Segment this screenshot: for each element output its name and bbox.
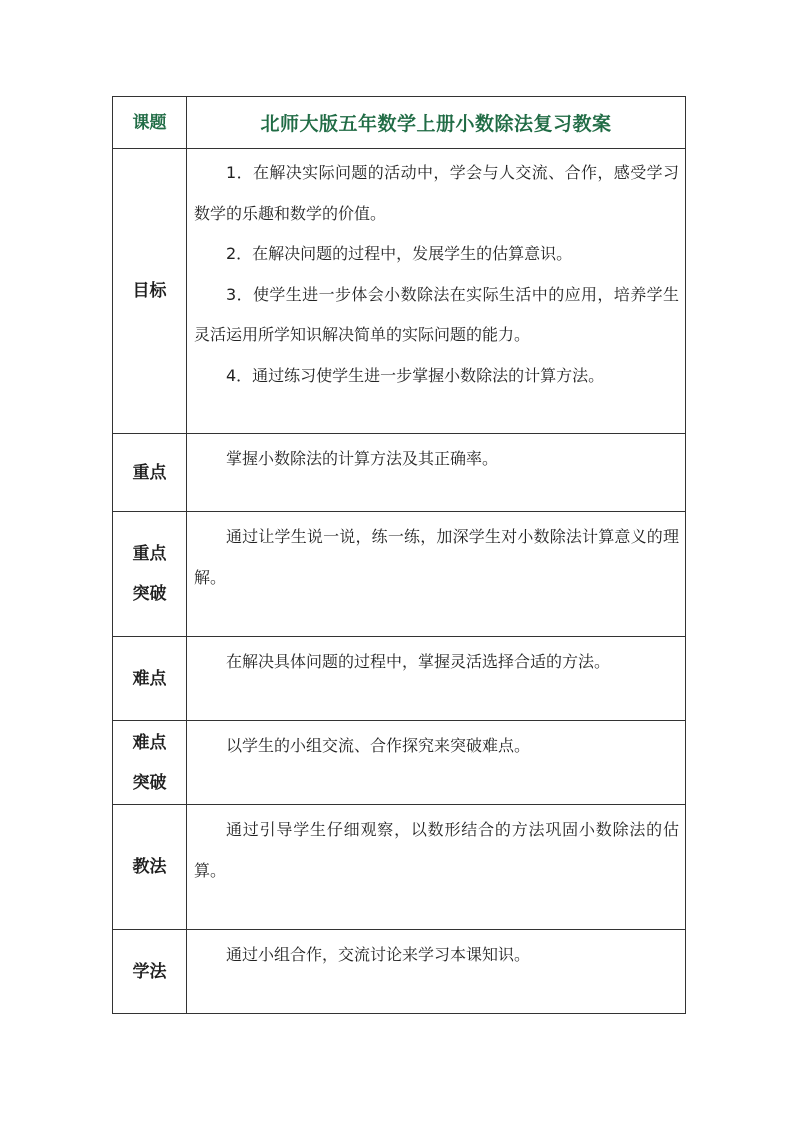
key-point-text: 掌握小数除法的计算方法及其正确率。 — [226, 449, 499, 468]
learning-method-label: 学法 — [113, 930, 187, 1014]
goal-item: 2．在解决问题的过程中，发展学生的估算意识。 — [226, 244, 573, 263]
difficulty-breakthrough-label-line2: 突破 — [132, 772, 167, 793]
table-row-teaching-method — [113, 805, 686, 930]
goal-item: 1．在解决实际问题的活动中，学会与人交流、合作，感受学习数学的乐趣和数学的价值。 — [194, 163, 679, 223]
key-breakthrough-label-line1: 重点 — [132, 544, 167, 564]
difficulty-breakthrough-content — [187, 721, 686, 805]
goals-label: 目标 — [113, 149, 187, 434]
table-row-difficulty — [113, 637, 686, 721]
goal-item: 4．通过练习使学生进一步掌握小数除法的计算方法。 — [226, 365, 605, 385]
goals-content — [187, 149, 686, 434]
key-breakthrough-label — [113, 512, 187, 637]
difficulty-content — [187, 637, 686, 721]
title-label: 课题 — [113, 97, 187, 149]
teaching-method-label: 教法 — [113, 805, 187, 930]
table-row-key-breakthrough — [113, 512, 686, 637]
key-breakthrough-content — [187, 512, 686, 637]
learning-method-content — [187, 930, 686, 1014]
key-point-content — [187, 434, 686, 512]
page-title: 北师大版五年数学上册小数除法复习教案 — [187, 97, 686, 149]
table-row-goals — [113, 149, 686, 434]
table-row-learning-method — [113, 930, 686, 1014]
lesson-plan-table — [112, 96, 686, 1014]
difficulty-breakthrough-label — [113, 721, 187, 805]
teaching-method-content — [187, 805, 686, 930]
table-row-title — [113, 97, 686, 149]
difficulty-text: 在解决具体问题的过程中，掌握灵活选择合适的方法。 — [226, 652, 611, 671]
goal-item: 3．使学生进一步体会小数除法在实际生活中的应用，培养学生灵活运用所学知识解决简单的实际问题的能力。 — [194, 284, 679, 344]
teaching-method-text: 通过引导学生仔细观察，以数形结合的方法巩固小数除法的估算。 — [194, 820, 679, 880]
key-point-label: 重点 — [113, 434, 187, 512]
key-breakthrough-text: 通过让学生说一说，练一练，加深学生对小数除法计算意义的理解。 — [194, 527, 679, 587]
learning-method-text: 通过小组合作，交流讨论来学习本课知识。 — [226, 945, 531, 964]
table-row-key-point — [113, 434, 686, 512]
table-row-difficulty-breakthrough — [113, 721, 686, 805]
difficulty-label: 难点 — [113, 637, 187, 721]
key-breakthrough-label-line2: 突破 — [132, 584, 167, 604]
difficulty-breakthrough-text: 以学生的小组交流、合作探究来突破难点。 — [226, 736, 531, 755]
difficulty-breakthrough-label-line1: 难点 — [132, 732, 167, 753]
